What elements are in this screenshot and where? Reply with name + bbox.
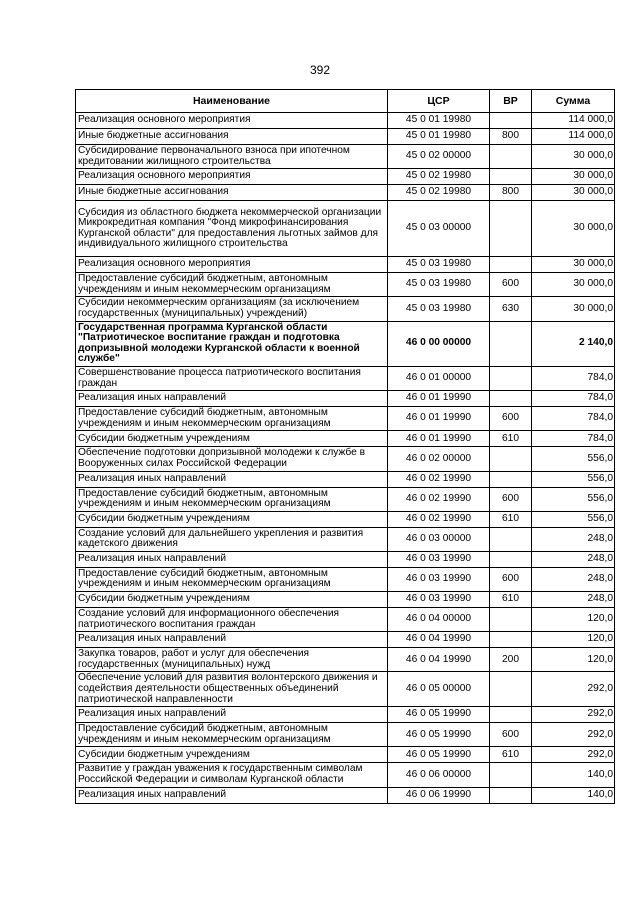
header-name: Наименование bbox=[76, 90, 388, 113]
row-sum-cell: 120,0 bbox=[532, 648, 615, 672]
row-name-cell: Государственная программа Курганской области "Патриотическое воспитание граждан и подготовка допризывной молодежи Курганской области к военной службе" bbox=[76, 321, 388, 366]
row-name-cell: Предоставление субсидий бюджетным, автономным учреждениям и иным некоммерческим организациям bbox=[76, 487, 388, 511]
row-name-cell: Реализация иных направлений bbox=[76, 471, 388, 487]
row-name-cell: Реализация иных направлений bbox=[76, 787, 388, 803]
row-name-cell: Предоставление субсидий бюджетным, автономным учреждениям и иным некоммерческим организациям bbox=[76, 723, 388, 747]
row-vr-cell: 600 bbox=[490, 407, 532, 431]
table-row bbox=[76, 592, 615, 608]
table-row bbox=[76, 723, 615, 747]
row-csr-cell: 46 0 01 00000 bbox=[388, 366, 490, 390]
row-vr-cell: 630 bbox=[490, 297, 532, 321]
row-name-cell: Реализация основного мероприятия bbox=[76, 169, 388, 185]
table-row bbox=[76, 487, 615, 511]
row-sum-cell: 292,0 bbox=[532, 723, 615, 747]
row-vr-cell bbox=[490, 257, 532, 273]
table-row bbox=[76, 511, 615, 527]
row-name-cell: Создание условий для информационного обеспечения патриотического воспитания граждан bbox=[76, 608, 388, 632]
row-name-cell: Иные бюджетные ассигнования bbox=[76, 129, 388, 145]
row-sum-cell: 30 000,0 bbox=[532, 201, 615, 257]
page-number: 392 bbox=[309, 63, 331, 77]
row-vr-cell: 200 bbox=[490, 648, 532, 672]
row-vr-cell: 600 bbox=[490, 567, 532, 591]
row-vr-cell: 600 bbox=[490, 273, 532, 297]
row-vr-cell: 610 bbox=[490, 592, 532, 608]
table-row bbox=[76, 185, 615, 201]
row-vr-cell bbox=[490, 632, 532, 648]
row-sum-cell: 120,0 bbox=[532, 608, 615, 632]
table-row bbox=[76, 201, 615, 257]
row-csr-cell: 46 0 01 19990 bbox=[388, 431, 490, 447]
row-name-cell: Предоставление субсидий бюджетным, автономным учреждениям и иным некоммерческим организациям bbox=[76, 407, 388, 431]
row-sum-cell: 556,0 bbox=[532, 511, 615, 527]
row-vr-cell bbox=[490, 672, 532, 707]
row-sum-cell: 114 000,0 bbox=[532, 129, 615, 145]
table-row bbox=[76, 471, 615, 487]
row-csr-cell: 46 0 05 19990 bbox=[388, 707, 490, 723]
row-vr-cell bbox=[490, 763, 532, 787]
row-vr-cell bbox=[490, 707, 532, 723]
table-row bbox=[76, 632, 615, 648]
row-csr-cell: 46 0 03 19990 bbox=[388, 551, 490, 567]
row-csr-cell: 46 0 06 19990 bbox=[388, 787, 490, 803]
row-sum-cell: 2 140,0 bbox=[532, 321, 615, 366]
row-csr-cell: 46 0 04 19990 bbox=[388, 648, 490, 672]
table-row bbox=[76, 407, 615, 431]
row-csr-cell: 46 0 03 19990 bbox=[388, 592, 490, 608]
header-sum: Сумма bbox=[532, 90, 615, 113]
row-sum-cell: 292,0 bbox=[532, 747, 615, 763]
table-row bbox=[76, 273, 615, 297]
row-vr-cell: 600 bbox=[490, 723, 532, 747]
row-vr-cell bbox=[490, 201, 532, 257]
row-sum-cell: 140,0 bbox=[532, 763, 615, 787]
row-name-cell: Иные бюджетные ассигнования bbox=[76, 185, 388, 201]
row-sum-cell: 114 000,0 bbox=[532, 113, 615, 129]
table-row bbox=[76, 366, 615, 390]
row-sum-cell: 248,0 bbox=[532, 592, 615, 608]
row-csr-cell: 45 0 03 19980 bbox=[388, 257, 490, 273]
row-vr-cell bbox=[490, 113, 532, 129]
row-name-cell: Субсидирование первоначального взноса при ипотечном кредитовании жилищного строительства bbox=[76, 145, 388, 169]
table-row bbox=[76, 567, 615, 591]
row-name-cell: Совершенствование процесса патриотического воспитания граждан bbox=[76, 366, 388, 390]
row-name-cell: Реализация иных направлений bbox=[76, 632, 388, 648]
row-vr-cell bbox=[490, 447, 532, 471]
table-row bbox=[76, 129, 615, 145]
table-row bbox=[76, 297, 615, 321]
table-row bbox=[76, 145, 615, 169]
row-name-cell: Субсидии бюджетным учреждениям bbox=[76, 747, 388, 763]
row-sum-cell: 556,0 bbox=[532, 471, 615, 487]
row-name-cell: Реализация иных направлений bbox=[76, 551, 388, 567]
table-row bbox=[76, 391, 615, 407]
table-row bbox=[76, 447, 615, 471]
row-csr-cell: 46 0 00 00000 bbox=[388, 321, 490, 366]
row-name-cell: Субсидия из областного бюджета некоммерческой организации Микрокредитная компания "Фонд микрофинансирования Курганской области" для предоставления льготных займов для индивидуального жилищного строительства bbox=[76, 201, 388, 257]
row-name-cell: Развитие у граждан уважения к государственным символам Российской Федерации и символам Курганской области bbox=[76, 763, 388, 787]
row-sum-cell: 30 000,0 bbox=[532, 273, 615, 297]
table-row bbox=[76, 257, 615, 273]
row-csr-cell: 45 0 02 19980 bbox=[388, 169, 490, 185]
row-sum-cell: 248,0 bbox=[532, 551, 615, 567]
row-sum-cell: 556,0 bbox=[532, 487, 615, 511]
table-body bbox=[76, 113, 615, 804]
row-csr-cell: 45 0 01 19980 bbox=[388, 129, 490, 145]
row-csr-cell: 46 0 06 00000 bbox=[388, 763, 490, 787]
table-row bbox=[76, 672, 615, 707]
row-csr-cell: 46 0 02 19990 bbox=[388, 487, 490, 511]
row-vr-cell: 610 bbox=[490, 511, 532, 527]
table-row bbox=[76, 747, 615, 763]
table-row bbox=[76, 113, 615, 129]
row-name-cell: Обеспечение условий для развития волонтерского движения и содействия деятельности общественных объединений патриотической направленности bbox=[76, 672, 388, 707]
row-csr-cell: 45 0 02 00000 bbox=[388, 145, 490, 169]
table-row bbox=[76, 169, 615, 185]
row-name-cell: Реализация иных направлений bbox=[76, 707, 388, 723]
row-sum-cell: 30 000,0 bbox=[532, 169, 615, 185]
row-sum-cell: 292,0 bbox=[532, 707, 615, 723]
row-sum-cell: 292,0 bbox=[532, 672, 615, 707]
row-sum-cell: 30 000,0 bbox=[532, 185, 615, 201]
table-row bbox=[76, 527, 615, 551]
table-row bbox=[76, 608, 615, 632]
row-csr-cell: 46 0 01 19990 bbox=[388, 391, 490, 407]
row-vr-cell bbox=[490, 145, 532, 169]
row-csr-cell: 46 0 05 19990 bbox=[388, 723, 490, 747]
row-name-cell: Реализация основного мероприятия bbox=[76, 257, 388, 273]
row-csr-cell: 45 0 03 19980 bbox=[388, 273, 490, 297]
row-vr-cell bbox=[490, 551, 532, 567]
row-vr-cell: 610 bbox=[490, 747, 532, 763]
row-csr-cell: 46 0 02 19990 bbox=[388, 471, 490, 487]
table-row bbox=[76, 321, 615, 366]
row-vr-cell bbox=[490, 366, 532, 390]
row-sum-cell: 556,0 bbox=[532, 447, 615, 471]
table-row bbox=[76, 551, 615, 567]
row-name-cell: Предоставление субсидий бюджетным, автономным учреждениям и иным некоммерческим организациям bbox=[76, 273, 388, 297]
table-row bbox=[76, 763, 615, 787]
row-vr-cell: 610 bbox=[490, 431, 532, 447]
row-csr-cell: 46 0 05 00000 bbox=[388, 672, 490, 707]
row-name-cell: Закупка товаров, работ и услуг для обеспечения государственных (муниципальных) нужд bbox=[76, 648, 388, 672]
header-csr: ЦСР bbox=[388, 90, 490, 113]
row-sum-cell: 30 000,0 bbox=[532, 297, 615, 321]
row-sum-cell: 30 000,0 bbox=[532, 257, 615, 273]
row-sum-cell: 140,0 bbox=[532, 787, 615, 803]
row-csr-cell: 46 0 02 19990 bbox=[388, 511, 490, 527]
table-row bbox=[76, 431, 615, 447]
row-sum-cell: 248,0 bbox=[532, 567, 615, 591]
row-vr-cell bbox=[490, 608, 532, 632]
row-name-cell: Субсидии бюджетным учреждениям bbox=[76, 431, 388, 447]
row-vr-cell bbox=[490, 787, 532, 803]
row-vr-cell: 600 bbox=[490, 487, 532, 511]
row-vr-cell bbox=[490, 169, 532, 185]
table-row bbox=[76, 648, 615, 672]
row-csr-cell: 46 0 04 19990 bbox=[388, 632, 490, 648]
row-csr-cell: 46 0 03 19990 bbox=[388, 567, 490, 591]
budget-table bbox=[75, 89, 615, 804]
row-sum-cell: 784,0 bbox=[532, 391, 615, 407]
row-name-cell: Субсидии бюджетным учреждениям bbox=[76, 511, 388, 527]
row-vr-cell bbox=[490, 321, 532, 366]
row-name-cell: Создание условий для дальнейшего укрепления и развития кадетского движения bbox=[76, 527, 388, 551]
header-vr: ВР bbox=[490, 90, 532, 113]
row-name-cell: Реализация иных направлений bbox=[76, 391, 388, 407]
row-vr-cell bbox=[490, 527, 532, 551]
row-name-cell: Реализация основного мероприятия bbox=[76, 113, 388, 129]
row-sum-cell: 120,0 bbox=[532, 632, 615, 648]
row-vr-cell: 800 bbox=[490, 185, 532, 201]
row-name-cell: Субсидии бюджетным учреждениям bbox=[76, 592, 388, 608]
row-csr-cell: 45 0 03 19980 bbox=[388, 297, 490, 321]
table-header-row bbox=[76, 90, 615, 113]
row-sum-cell: 784,0 bbox=[532, 431, 615, 447]
row-sum-cell: 30 000,0 bbox=[532, 145, 615, 169]
table-row bbox=[76, 707, 615, 723]
row-csr-cell: 46 0 02 00000 bbox=[388, 447, 490, 471]
row-sum-cell: 784,0 bbox=[532, 407, 615, 431]
row-csr-cell: 46 0 04 00000 bbox=[388, 608, 490, 632]
row-name-cell: Обеспечение подготовки допризывной молодежи к службе в Вооруженных силах Российской Федерации bbox=[76, 447, 388, 471]
row-vr-cell bbox=[490, 471, 532, 487]
row-sum-cell: 784,0 bbox=[532, 366, 615, 390]
row-csr-cell: 45 0 02 19980 bbox=[388, 185, 490, 201]
row-csr-cell: 46 0 03 00000 bbox=[388, 527, 490, 551]
row-csr-cell: 45 0 01 19980 bbox=[388, 113, 490, 129]
row-csr-cell: 46 0 01 19990 bbox=[388, 407, 490, 431]
row-name-cell: Предоставление субсидий бюджетным, автономным учреждениям и иным некоммерческим организациям bbox=[76, 567, 388, 591]
row-csr-cell: 46 0 05 19990 bbox=[388, 747, 490, 763]
row-vr-cell bbox=[490, 391, 532, 407]
row-sum-cell: 248,0 bbox=[532, 527, 615, 551]
row-csr-cell: 45 0 03 00000 bbox=[388, 201, 490, 257]
table-row bbox=[76, 787, 615, 803]
row-vr-cell: 800 bbox=[490, 129, 532, 145]
row-name-cell: Субсидии некоммерческим организациям (за исключением государственных (муниципальных) учреждений) bbox=[76, 297, 388, 321]
